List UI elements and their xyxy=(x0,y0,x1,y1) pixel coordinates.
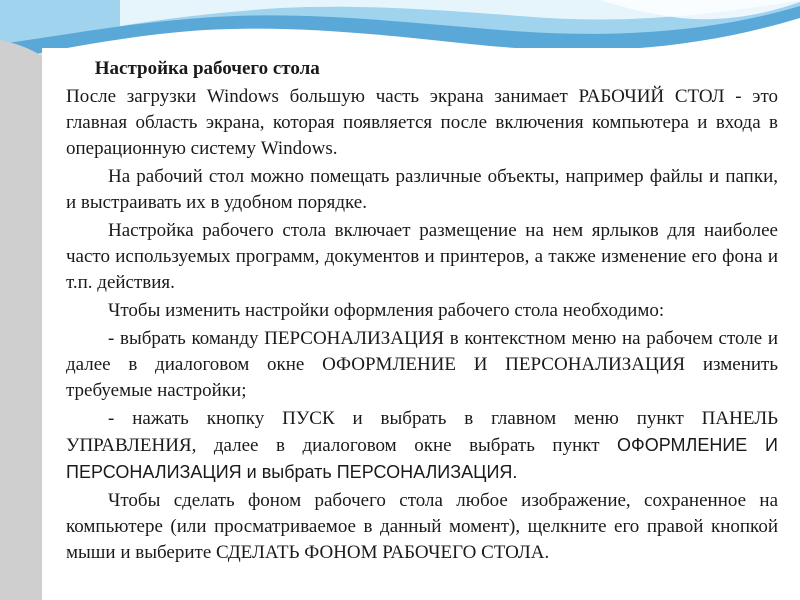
paragraph-5 xyxy=(66,326,778,404)
paragraph-6-sans-text: ОФОРМЛЕНИЕ И ПЕРСОНАЛИЗАЦИЯ и выбрать ПЕРСОНАЛИЗАЦИЯ. xyxy=(66,435,778,482)
paragraph-6 xyxy=(66,406,778,486)
paragraph-1 xyxy=(66,84,778,162)
paragraph-4-text: Чтобы изменить настройки оформления рабочего стола необходимо: xyxy=(108,300,665,321)
paragraph-3 xyxy=(66,218,778,296)
wave-left-edge xyxy=(0,40,42,600)
paragraph-3-text: Настройка рабочего стола включает размещение на нем ярлыков для наиболее часто используемых программ, документов и принтеров, а также изменение его фона и т.п. действия. xyxy=(66,220,778,293)
paragraph-2 xyxy=(66,164,778,216)
paragraph-7 xyxy=(66,488,778,566)
text-area xyxy=(66,56,778,568)
paragraph-6-text: - нажать кнопку ПУСК и выбрать в главном меню пункт ПАНЕЛЬ УПРАВЛЕНИЯ, далее в диалоговом окне выбрать пункт xyxy=(66,408,778,456)
paragraph-1-text: После загрузки Windows большую часть экрана занимает РАБОЧИЙ СТОЛ - это главная область экрана, которая появляется после включения компьютера и входа в операционную систему Windows. xyxy=(66,86,778,159)
paragraph-2-text: На рабочий стол можно помещать различные объекты, например файлы и папки, и выстраивать их в удобном порядке. xyxy=(66,166,778,213)
paragraph-5-text: - выбрать команду ПЕРСОНАЛИЗАЦИЯ в контекстном меню на рабочем столе и далее в диалоговом окне ОФОРМЛЕНИЕ И ПЕРСОНАЛИЗАЦИЯ изменить требуемые настройки; xyxy=(66,328,778,401)
title-text: Настройка рабочего стола xyxy=(94,58,320,79)
content-card xyxy=(42,48,800,600)
slide-title xyxy=(66,56,778,82)
paragraph-7-text: Чтобы сделать фоном рабочего стола любое изображение, сохраненное на компьютере (или просматриваемое в данный момент), щелкните его правой кнопкой мыши и выберите СДЕЛАТЬ ФОНОМ РАБОЧЕГО СТОЛА. xyxy=(66,490,778,563)
paragraph-4 xyxy=(66,298,778,324)
